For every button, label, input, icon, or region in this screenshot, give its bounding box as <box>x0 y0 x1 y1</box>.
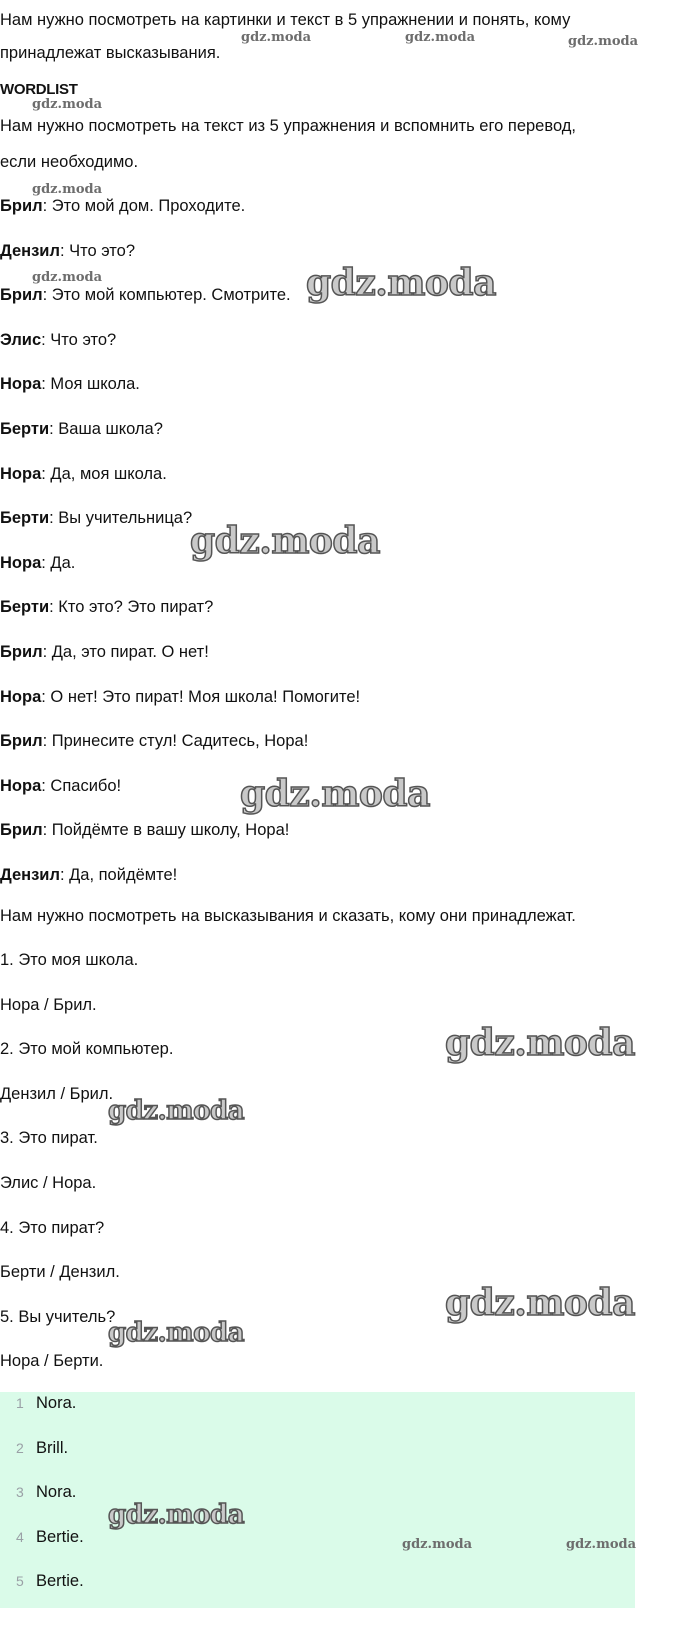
statement-choice: Нора / Берти. <box>0 1352 104 1371</box>
dialogue-text: : Пойдёмте в вашу школу, Нора! <box>42 821 290 840</box>
speaker-name: Брил <box>0 643 43 661</box>
watermark-logo: gdz.moda <box>108 1500 245 1530</box>
dialogue-line <box>0 241 135 261</box>
speaker-name: Дензил <box>0 241 60 260</box>
answer-row <box>0 1571 84 1591</box>
dialogue-text: : Что это? <box>41 330 117 349</box>
statement-choice: Нора / Брил. <box>0 995 97 1014</box>
answer-row <box>0 1482 76 1502</box>
answer-row <box>0 1393 76 1413</box>
watermark-logo: gdz.moda <box>32 182 103 197</box>
dialogue-line <box>0 508 192 528</box>
answer-number: 4 <box>16 1528 24 1545</box>
watermark-logo: gdz.moda <box>32 97 103 112</box>
answer-text: Bertie. <box>36 1527 84 1546</box>
watermark-logo: gdz.moda <box>190 520 380 562</box>
answer-number: 1 <box>16 1395 24 1411</box>
dialogue-text: : Да, это пират. О нет! <box>42 643 209 661</box>
watermark-logo: gdz.moda <box>241 30 312 45</box>
dialogue-text: : Вы учительница? <box>49 509 193 528</box>
dialogue-text: : Кто это? Это пират? <box>49 598 214 617</box>
answer-number: 3 <box>16 1484 24 1501</box>
statement-line: 4. Это пират? <box>0 1218 105 1237</box>
dialogue-line <box>0 642 209 662</box>
watermark-logo: gdz.moda <box>402 1537 473 1552</box>
watermark-logo: gdz.moda <box>568 34 639 49</box>
statement-line: 3. Это пират. <box>0 1129 98 1148</box>
answer-row <box>0 1438 68 1458</box>
watermark-logo: gdz.moda <box>108 1318 245 1348</box>
statement-choice: Дензил / Брил. <box>0 1084 114 1103</box>
dialogue-text: : Это мой компьютер. Смотрите. <box>42 286 291 305</box>
watermark-logo: gdz.moda <box>566 1537 637 1552</box>
answer-text: Bertie. <box>36 1572 84 1591</box>
dialogue-line <box>0 419 163 439</box>
watermark-logo: gdz.moda <box>32 270 103 285</box>
speaker-name: Нора <box>0 553 42 572</box>
watermark-logo: gdz.moda <box>240 773 430 815</box>
dialogue-line <box>0 285 291 305</box>
speaker-name: Берти <box>0 509 50 528</box>
dialogue-text: : Ваша школа? <box>49 420 163 438</box>
watermark-logo: gdz.moda <box>405 30 476 45</box>
speaker-name: Дензил <box>0 866 60 884</box>
dialogue-line <box>0 865 177 885</box>
dialogue-line <box>0 731 308 751</box>
translate-line-2: если необходимо. <box>0 153 139 171</box>
speaker-name: Нора <box>0 687 42 706</box>
statement-line: 1. Это моя школа. <box>0 951 139 969</box>
dialogue-text: : Да, моя школа. <box>41 464 167 483</box>
answer-box <box>0 1392 635 1608</box>
wordlist-heading: WORDLIST <box>0 81 78 98</box>
statement-choice: Элис / Нора. <box>0 1174 97 1192</box>
speaker-name: Берти <box>0 598 50 617</box>
answer-text: Brill. <box>36 1438 69 1457</box>
speaker-name: Нора <box>0 776 42 795</box>
watermark-logo: gdz.moda <box>108 1096 245 1126</box>
dialogue-line <box>0 374 140 394</box>
speaker-name: Брил <box>0 821 43 840</box>
dialogue-line <box>0 330 116 350</box>
watermark-logo: gdz.moda <box>306 262 496 304</box>
dialogue-text: : Спасибо! <box>41 776 122 795</box>
speaker-name: Нора <box>0 464 42 483</box>
answer-text: Nora. <box>36 1483 77 1502</box>
dialogue-text: : Моя школа. <box>41 375 140 394</box>
answer-row <box>0 1527 84 1547</box>
speaker-name: Нора <box>0 375 42 394</box>
translate-line-1: Нам нужно посмотреть на текст из 5 упражнения и вспомнить его перевод, <box>0 117 576 135</box>
watermark-logo: gdz.moda <box>445 1022 635 1064</box>
dialogue-line <box>0 776 121 796</box>
dialogue-line <box>0 820 289 840</box>
answer-number: 2 <box>16 1439 24 1456</box>
speaker-name: Берти <box>0 420 50 438</box>
answer-text: Nora. <box>36 1394 77 1412</box>
dialogue-line <box>0 597 213 617</box>
dialogue-text: : Это мой дом. Проходите. <box>42 197 246 215</box>
task-line: Нам нужно посмотреть на высказывания и сказать, кому они принадлежат. <box>0 907 576 925</box>
dialogue-text: : О нет! Это пират! Моя школа! Помогите! <box>41 687 361 706</box>
dialogue-text: : Да. <box>41 553 76 572</box>
speaker-name: Брил <box>0 732 43 751</box>
dialogue-text: : Да, пойдёмте! <box>59 866 178 884</box>
speaker-name: Брил <box>0 197 43 215</box>
statement-choice: Берти / Дензил. <box>0 1263 120 1282</box>
statement-line: 5. Вы учитель? <box>0 1307 116 1326</box>
answer-number: 5 <box>16 1573 24 1590</box>
statement-line: 2. Это мой компьютер. <box>0 1040 174 1059</box>
watermark-logo: gdz.moda <box>445 1282 635 1324</box>
dialogue-line <box>0 464 167 484</box>
dialogue-text: : Принесите стул! Садитесь, Нора! <box>42 732 309 751</box>
intro-line-2: принадлежат высказывания. <box>0 44 221 62</box>
speaker-name: Брил <box>0 286 43 305</box>
dialogue-line <box>0 553 75 573</box>
intro-line-1: Нам нужно посмотреть на картинки и текст в 5 упражнении и понять, кому <box>0 11 571 29</box>
dialogue-line <box>0 687 360 707</box>
speaker-name: Элис <box>0 330 42 349</box>
dialogue-text: : Что это? <box>59 241 136 260</box>
dialogue-line <box>0 196 245 216</box>
